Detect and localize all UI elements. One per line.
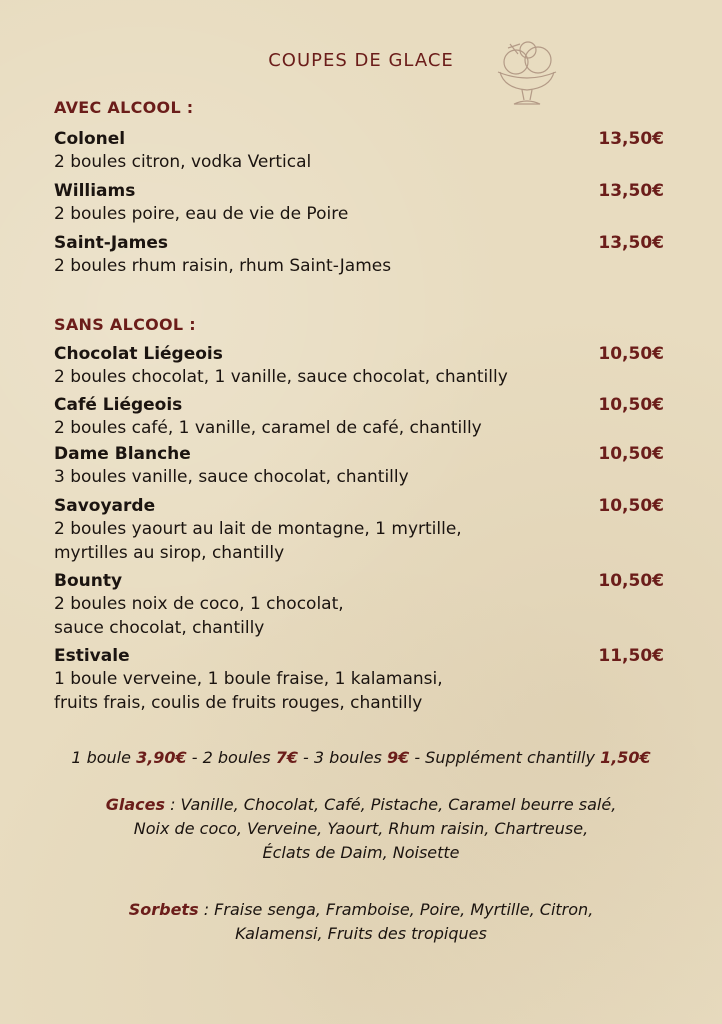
menu-item (54, 128, 664, 174)
item-name: Estivale (54, 646, 130, 666)
pricing-value-three: 9€ (386, 748, 410, 767)
menu-item (54, 232, 664, 278)
sorbets-separator: : (198, 900, 215, 919)
scoop-pricing-line (0, 748, 722, 767)
item-name: Chocolat Liégeois (54, 344, 223, 364)
item-price: 13,50€ (598, 181, 664, 201)
item-price: 11,50€ (598, 646, 664, 666)
item-description: 2 boules citron, vodka Vertical (54, 152, 312, 172)
menu-item (54, 443, 664, 489)
item-description: 2 boules rhum raisin, rhum Saint-James (54, 256, 392, 276)
glaces-separator: : (164, 795, 181, 814)
item-price: 10,50€ (598, 571, 664, 591)
sorbets-list: Fraise senga, Framboise, Poire, Myrtille, Citron, Kalamensi, Fruits des tropiques (214, 900, 594, 943)
pricing-label-three: - 3 boules (297, 748, 387, 767)
item-price: 13,50€ (598, 129, 664, 149)
page-title: COUPES DE GLACE (268, 50, 454, 71)
item-price: 10,50€ (598, 496, 664, 516)
section-heading-avec-alcool: AVEC ALCOOL : (54, 98, 194, 117)
glaces-list: Vanille, Chocolat, Café, Pistache, Caramel beurre salé, Noix de coco, Verveine, Yaourt, Rhum raisin, Chartreuse, Éclats de Daim, Noisette (133, 795, 617, 862)
pricing-label-chantilly: - Supplément chantilly (409, 748, 601, 767)
item-name: Colonel (54, 129, 126, 149)
glaces-label: Glaces (105, 795, 165, 814)
item-description: 2 boules chocolat, 1 vanille, sauce chocolat, chantilly (54, 367, 508, 387)
item-description: 2 boules café, 1 vanille, caramel de café, chantilly (54, 418, 482, 438)
item-name: Bounty (54, 571, 123, 591)
menu-item (54, 343, 664, 389)
section-heading-sans-alcool: SANS ALCOOL : (54, 315, 196, 334)
pricing-label-two: - 2 boules (186, 748, 276, 767)
sorbets-flavors (0, 898, 722, 946)
menu-item (54, 495, 664, 565)
pricing-value-two: 7€ (275, 748, 298, 767)
item-price: 13,50€ (598, 233, 664, 253)
item-description: 2 boules noix de coco, 1 chocolat, sauce chocolat, chantilly (54, 594, 344, 638)
sorbets-label: Sorbets (128, 900, 199, 919)
item-name: Café Liégeois (54, 395, 183, 415)
item-description: 2 boules poire, eau de vie de Poire (54, 204, 349, 224)
menu-item (54, 645, 664, 715)
pricing-value-chantilly: 1,50€ (600, 748, 651, 767)
pricing-label-one: 1 boule (71, 748, 137, 767)
item-description: 1 boule verveine, 1 boule fraise, 1 kalamansi, fruits frais, coulis de fruits rouges, chantilly (54, 669, 443, 713)
item-price: 10,50€ (598, 395, 664, 415)
menu-item (54, 570, 664, 640)
item-price: 10,50€ (598, 444, 664, 464)
glaces-flavors (0, 793, 722, 865)
menu-item (54, 180, 664, 226)
item-price: 10,50€ (598, 344, 664, 364)
item-name: Dame Blanche (54, 444, 191, 464)
item-name: Saint-James (54, 233, 168, 253)
item-description: 2 boules yaourt au lait de montagne, 1 myrtille, myrtilles au sirop, chantilly (54, 519, 462, 563)
ice-cream-cup-icon (494, 40, 560, 110)
item-name: Williams (54, 181, 136, 201)
item-name: Savoyarde (54, 496, 156, 516)
pricing-value-one: 3,90€ (136, 748, 187, 767)
item-description: 3 boules vanille, sauce chocolat, chantilly (54, 467, 409, 487)
menu-item (54, 394, 664, 440)
